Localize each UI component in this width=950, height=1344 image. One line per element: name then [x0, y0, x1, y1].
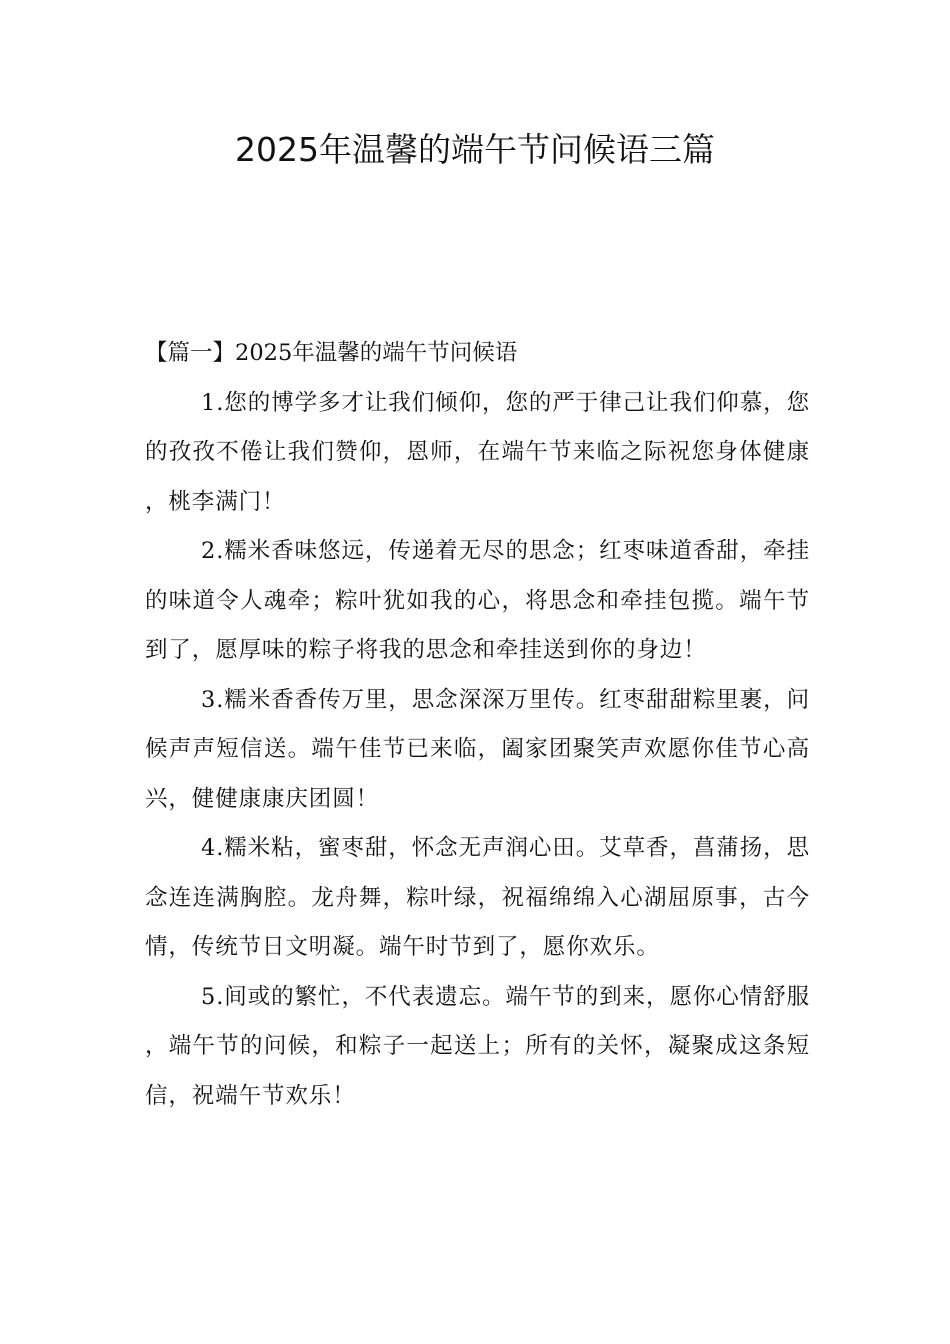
greeting-paragraph-4: 4.糯米粘，蜜枣甜，怀念无声润心田。艾草香，菖蒲扬，思念连连满胸腔。龙舟舞，粽叶绿，祝福绵绵入心湖屈原事，古今情，传统节日文明凝。端午时节到了，愿你欢乐。	[145, 835, 810, 960]
document-body	[145, 329, 810, 1121]
section-heading: 【篇一】2025年温馨的端午节问候语	[145, 340, 518, 366]
greeting-paragraph-1: 1.您的博学多才让我们倾仰，您的严于律己让我们仰慕，您的孜孜不倦让我们赞仰，恩师，在端午节来临之际祝您身体健康，桃李满门！	[145, 389, 810, 515]
greeting-paragraph-5: 5.间或的繁忙，不代表遗忘。端午节的到来，愿你心情舒服，端午节的问候，和粽子一起送上；所有的关怀，凝聚成这条短信，祝端午节欢乐！	[145, 983, 810, 1109]
greeting-paragraph-3: 3.糯米香香传万里，思念深深万里传。红枣甜甜粽里裹，问候声声短信送。端午佳节已来临，阖家团聚笑声欢愿你佳节心高兴，健健康康庆团圆！	[145, 686, 810, 812]
document-title: 2025年温馨的端午节问候语三篇	[235, 130, 715, 169]
greeting-paragraph-2: 2.糯米香味悠远，传递着无尽的思念；红枣味道香甜，牵挂的味道令人魂牵；粽叶犹如我的心，将思念和牵挂包揽。端午节到了，愿厚味的粽子将我的思念和牵挂送到你的身边！	[145, 538, 810, 663]
